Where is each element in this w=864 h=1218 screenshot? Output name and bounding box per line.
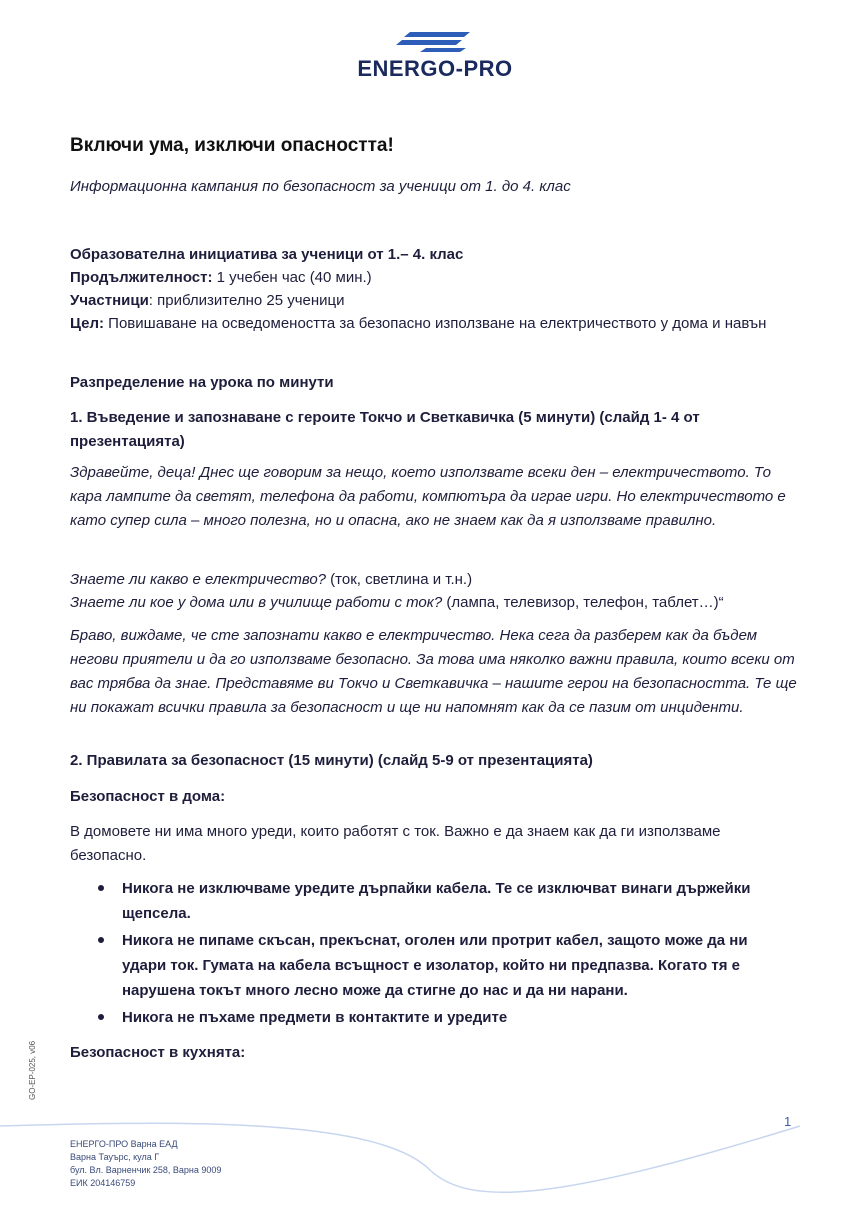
- goal-line: Цел: Повишаване на осведомеността за безопасно използване на електричеството у дома и навън: [70, 315, 767, 332]
- initiative-line: Образователна инициатива за ученици от 1.– 4. клас: [70, 246, 464, 263]
- question-2: Знаете ли кое у дома или в училище работи с ток? (лампа, телевизор, телефон, таблет…)“: [70, 594, 724, 611]
- list-item: Никога не изключваме уредите дърпайки кабела. Те се изключват винаги държейки щепсела.: [70, 876, 790, 926]
- lesson-meta: [70, 243, 766, 335]
- question-1: Знаете ли какво е електричество? (ток, светлина и т.н.): [70, 571, 473, 588]
- bravo-paragraph: Браво, виждаме, че сте запознати какво е електричество. Нека сега да разберем как да бъдем негови приятели и да го използваме безопасно. За това има няколко важни правила, които всеки от вас трябва да знае. Представяме ви Токчо и Светкавичка – нашите герои на безопасността. Те ще ни покажат всички правила за безопасност и ще ни напомнят как да се пазим от инциденти.: [70, 627, 797, 716]
- footer-address: [70, 1138, 221, 1190]
- home-paragraph: В домовете ни има много уреди, които работят с ток. Важно е да знаем как да ги използваме безопасно.: [70, 823, 721, 864]
- section2-heading: 2. Правилата за безопасност (15 минути) (слайд 5-9 от презентацията): [70, 752, 593, 769]
- logo-wave-icon: [396, 30, 474, 54]
- list-item: Никога не пипаме скъсан, прекъснат, оголен или протрит кабел, защото може да ни удари ток. Гумата на кабела всъщност е изолатор, който ни предпазва. Когато тя е нарушена токът много лесно може да стигне до нас и да ни нарани.: [70, 928, 790, 1003]
- section1-heading: 1. Въведение и запознаване с героите Токчо и Светкавичка (5 минути) (слайд 1- 4 от презентацията): [70, 409, 700, 450]
- footer-street: бул. Вл. Варненчик 258, Варна 9009: [70, 1165, 222, 1175]
- home-heading: Безопасност в дома:: [70, 788, 226, 805]
- document-code: GO-EP-025, v06: [28, 1040, 37, 1100]
- logo-text: ENERGO-PRO: [357, 56, 513, 81]
- distribution-heading: Разпределение на урока по минути: [70, 374, 334, 391]
- participants-line: Участници: приблизително 25 ученици: [70, 292, 345, 309]
- kitchen-heading: Безопасност в кухнята:: [70, 1044, 246, 1061]
- questions-block: [70, 568, 724, 614]
- page-number: 1: [784, 1114, 792, 1129]
- page-title: Включи ума, изключи опасността!: [70, 135, 394, 156]
- energo-pro-logo: [330, 30, 540, 80]
- footer-company: ЕНЕРГО-ПРО Варна ЕАД: [70, 1139, 178, 1149]
- page-subtitle: Информационна кампания по безопасност за ученици от 1. до 4. клас: [70, 178, 571, 195]
- duration-line: Продължителност: 1 учебен час (40 мин.): [70, 269, 372, 286]
- footer-eik: ЕИК 204146759: [70, 1178, 136, 1188]
- intro-paragraph: Здравейте, деца! Днес ще говорим за нещо, което използвате всеки ден – електричеството. То кара лампите да светят, телефона да работи, компютъра да играе игри. Но електричеството е като супер сила – много полезна, но и опасна, ако не знаем как да я използваме правилно.: [70, 464, 786, 529]
- footer-building: Варна Тауърс, кула Г: [70, 1152, 160, 1162]
- list-item: Никога не пъхаме предмети в контактите и уредите: [70, 1005, 790, 1030]
- safety-rules-list: [70, 876, 790, 1032]
